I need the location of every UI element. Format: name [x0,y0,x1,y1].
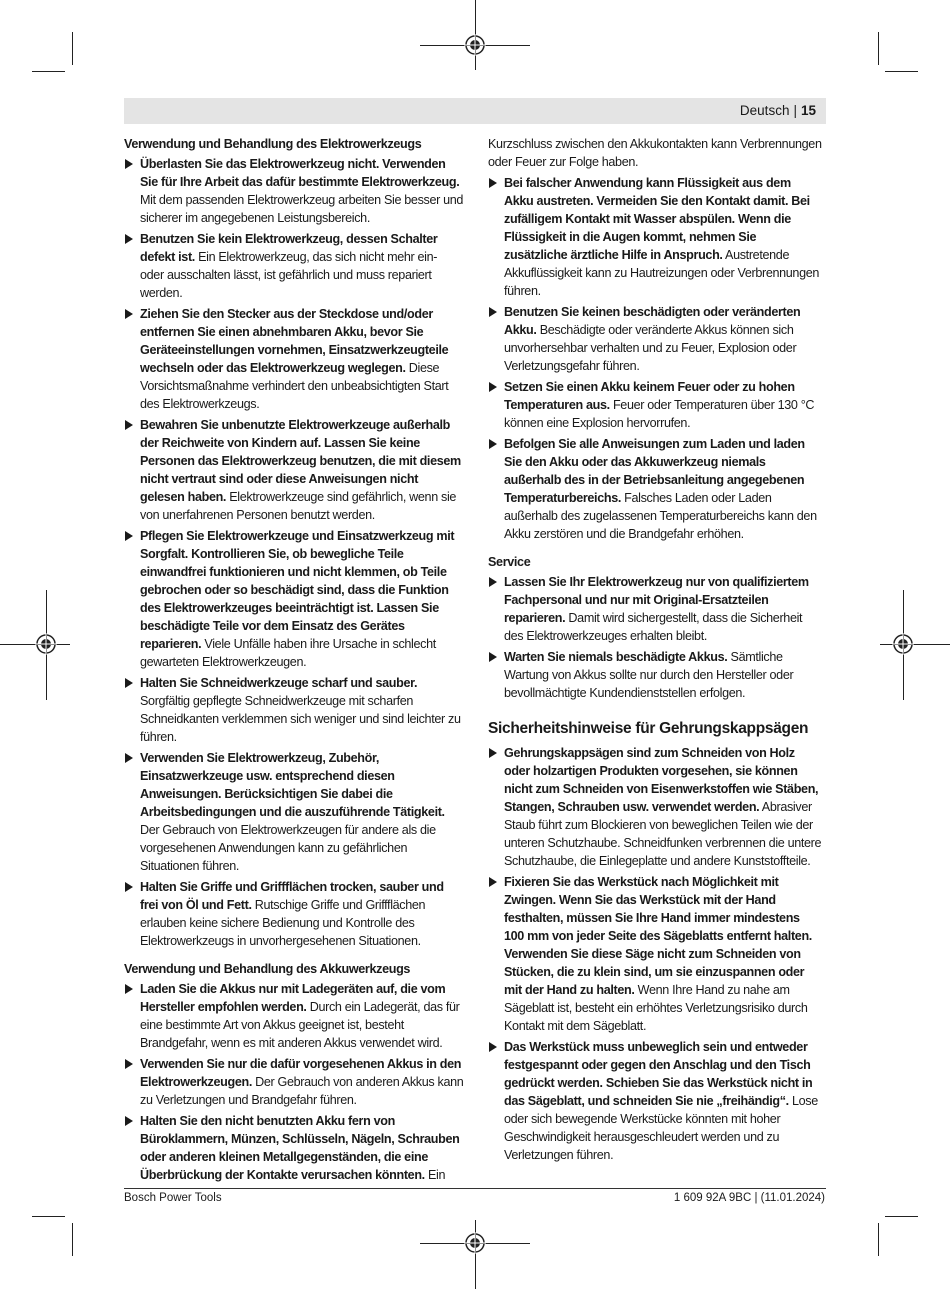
item-explanation: Sorgfältig gepflegte Schneidwerkzeuge mit scharfen Schneidkanten verklemmen sich weniger und sind leichter zu führen. [140,694,461,744]
safety-item [488,873,822,1035]
bullet-triangle-icon [125,234,133,244]
page-number: 15 [800,103,816,118]
item-explanation: Ein Elektrowerkzeug, das sich nicht mehr ein- oder ausschalten lässt, ist gefährlich und muss repariert werden. [140,250,438,300]
bullet-triangle-icon [125,678,133,688]
item-explanation: Lose oder sich bewegende Werkstücke könnten mit hoher Geschwindigkeit herausgeschleudert werden und zu Verletzungen führen. [504,1094,818,1162]
item-warning: Halten Sie Griffe und Griffflächen trocken, sauber und frei von Öl und Fett. [140,880,444,912]
item-explanation: Ein [424,1168,446,1182]
item-warning: Gehrungskappsägen sind zum Schneiden von Holz oder holzartigen Produkten vorgesehen, sie können nicht zum Schneiden von Eisenwerkstoffen wie Stäben, Stangen, Schrauben usw. verwendet werden. [504,746,819,814]
crop-mark [885,1216,918,1217]
item-warning: Lassen Sie Ihr Elektrowerkzeug nur von qualifiziertem Fachpersonal und nur mit Original-Ersatzteilen reparieren. [504,575,809,625]
bullet-triangle-icon [489,178,497,188]
item-explanation: Mit dem passenden Elektrowerkzeug arbeiten Sie besser und sicherer im angegebenen Leistungsbereich. [140,193,464,225]
item-explanation: Der Gebrauch von anderen Akkus kann zu Verletzungen und Brandgefahr führen. [140,1075,464,1107]
item-warning: Bewahren Sie unbenutzte Elektrowerkzeuge außerhalb der Reichweite von Kindern auf. Lassen Sie keine Personen das Elektrowerkzeug benutzen, die mit diesem nicht vertraut sind oder diese Anweisungen nicht gelesen haben. [140,418,461,504]
registration-line [880,644,950,645]
safety-item [124,305,464,413]
crop-mark [32,71,65,72]
safety-item [488,303,822,375]
bullet-triangle-icon [125,531,133,541]
bullet-triangle-icon [489,877,497,887]
item-warning: Ziehen Sie den Stecker aus der Steckdose und/oder entfernen Sie einen abnehmbaren Akku, bevor Sie Geräteeinstellungen vornehmen, Einsatzwerkzeugteile wechseln oder das Elektrowerkzeug weglegen. [140,307,449,375]
item-explanation: Diese Vorsichtsmaßnahme verhindert den unbeabsichtigten Start des Elektrowerkzeugs. [140,361,449,411]
bullet-triangle-icon [125,159,133,169]
item-explanation: Feuer oder Temperaturen über 130 °C können eine Explosion hervorrufen. [504,398,815,430]
item-explanation: Viele Unfälle haben ihre Ursache in schlecht gewarteten Elektrowerkzeugen. [140,637,436,669]
bullet-triangle-icon [489,652,497,662]
item-warning: Verwenden Sie nur die dafür vorgesehenen Akkus in den Elektrowerkzeugen. [140,1057,462,1089]
section-title: Sicherheitshinweise für Gehrungskappsägen [488,720,809,737]
safety-item [488,174,822,300]
item-explanation: Rutschige Griffe und Griffflächen erlauben keine sichere Bedienung und Kontrolle des Elektrowerkzeugs in unvorhergesehenen Situationen. [140,898,426,948]
right-column [488,135,822,1167]
bullet-triangle-icon [125,753,133,763]
item-warning: Benutzen Sie keinen beschädigten oder veränderten Akku. [504,305,801,337]
bullet-triangle-icon [489,577,497,587]
bullet-triangle-icon [125,882,133,892]
section-heading: Verwendung und Behandlung des Akkuwerkzeugs [124,962,411,976]
crop-mark [72,1223,73,1256]
header-language: Deutsch [739,103,790,118]
item-explanation: Durch ein Ladegerät, das für eine bestimmte Art von Akkus geeignet ist, besteht Brandgefahr, wenn es mit anderen Akkus verwendet wird. [140,1000,460,1050]
item-explanation: Elektrowerkzeuge sind gefährlich, wenn sie von unerfahrenen Personen benutzt werden. [140,490,457,522]
item-explanation: Abrasiver Staub führt zum Blockieren von beweglichen Teilen wie der unteren Schutzhaube. Schneidfunken verbrennen die untere Schutzhaube, die Einlegeplatte und andere Kunststoffteile. [504,800,822,868]
registration-target-icon [35,633,57,655]
safety-item [124,527,464,671]
bullet-triangle-icon [125,1116,133,1126]
section-heading: Verwendung und Behandlung des Elektrowerkzeugs [124,137,422,151]
item-warning: Warten Sie niemals beschädigte Akkus. [504,650,728,664]
item-warning: Laden Sie die Akkus nur mit Ladegeräten auf, die vom Hersteller empfohlen werden. [140,982,446,1014]
safety-item [124,749,464,875]
safety-item [488,435,822,543]
item-explanation: Falsches Laden oder Laden außerhalb des zugelassenen Temperaturbereichs kann den Akku zerstören und die Brandgefahr erhöhen. [504,491,817,541]
left-column [124,135,464,1187]
bullet-triangle-icon [489,1042,497,1052]
safety-item [124,230,464,302]
registration-target-icon [892,633,914,655]
item-warning: Das Werkstück muss unbeweglich sein und entweder festgespannt oder gegen den Anschlag und den Tisch gedrückt werden. Schieben Sie das Werkstück nicht in das Sägeblatt, und schneiden Sie nie „freihändig“. [504,1040,813,1108]
header-band [124,98,826,124]
bullet-triangle-icon [125,420,133,430]
crop-mark [878,32,879,65]
header-separator: | [793,103,797,118]
bullet-triangle-icon [489,748,497,758]
section-heading: Service [488,555,531,569]
safety-item [124,155,464,227]
footer-brand: Bosch Power Tools [124,1192,222,1204]
item-warning: Fixieren Sie das Werkstück nach Möglichkeit mit Zwingen. Wenn Sie das Werkstück mit der Hand festhalten, müssen Sie Ihre Hand immer mindestens 100 mm von jeder Seite des Sägeblatts entfernt halten. Verwenden Sie diese Säge nicht zum Schneiden von Stücken, die zu klein sind, um sie einzuspannen oder mit der Hand zu halten. [504,875,812,997]
safety-item [124,416,464,524]
page-header [740,103,816,118]
item-explanation: Wenn Ihre Hand zu nahe am Sägeblatt ist, besteht ein erhöhtes Verletzungsrisiko durch Kontakt mit dem Sägeblatt. [504,983,808,1033]
footer-rule [124,1188,826,1189]
safety-item [124,1112,464,1184]
bullet-triangle-icon [125,984,133,994]
continued-text: Kurzschluss zwischen den Akkukontakten kann Verbrennungen oder Feuer zur Folge haben. [488,137,822,169]
safety-item [124,674,464,746]
bullet-triangle-icon [489,382,497,392]
safety-item [488,648,822,702]
item-warning: Halten Sie Schneidwerkzeuge scharf und sauber. [140,676,418,690]
crop-mark [72,32,73,65]
item-explanation: Der Gebrauch von Elektrowerkzeugen für andere als die vorgesehenen Anwendungen kann zu gefährlichen Situationen führen. [140,823,436,873]
safety-item [124,980,464,1052]
bullet-triangle-icon [489,439,497,449]
registration-target-icon [464,1232,486,1254]
item-warning: Setzen Sie einen Akku keinem Feuer oder zu hohen Temperaturen aus. [504,380,795,412]
item-warning: Befolgen Sie alle Anweisungen zum Laden und laden Sie den Akku oder das Akkuwerkzeug niemals außerhalb des in der Betriebsanleitung angegebenen Temperaturbereichs. [504,437,805,505]
bullet-triangle-icon [125,1059,133,1069]
item-warning: Pflegen Sie Elektrowerkzeuge und Einsatzwerkzeug mit Sorgfalt. Kontrollieren Sie, ob bewegliche Teile einwandfrei funktionieren und nicht klemmen, ob Teile gebrochen oder so beschädigt sind, dass die Funktion des Elektrowerkzeuges beeinträchtigt ist. Lassen Sie beschädigte Teile vor dem Einsatz des Gerätes reparieren. [140,529,455,651]
crop-mark [885,71,918,72]
registration-line [475,1220,476,1289]
crop-mark [32,1216,65,1217]
item-warning: Halten Sie den nicht benutzten Akku fern von Büroklammern, Münzen, Schlüsseln, Nägeln, Schrauben oder anderen kleinen Metallgegenständen, die eine Überbrückung der Kontakte verursachen könnten. [140,1114,460,1182]
item-explanation: Beschädigte oder veränderte Akkus können sich unvorhersehbar verhalten und zu Feuer, Explosion oder Verletzungsgefahr führen. [504,323,797,373]
registration-target-icon [464,34,486,56]
bullet-triangle-icon [489,307,497,317]
safety-item [488,744,822,870]
safety-item [124,878,464,950]
item-explanation: Austretende Akkuflüssigkeit kann zu Hautreizungen oder Verbrennungen führen. [504,248,820,298]
crop-mark [878,1223,879,1256]
item-warning: Bei falscher Anwendung kann Flüssigkeit aus dem Akku austreten. Vermeiden Sie den Kontakt damit. Bei zufälligem Kontakt mit Wasser abspülen. Wenn die Flüssigkeit in die Augen kommt, nehmen Sie zusätzliche ärztliche Hilfe in Anspruch. [504,176,810,262]
safety-item [488,378,822,432]
item-warning: Benutzen Sie kein Elektrowerkzeug, dessen Schalter defekt ist. [140,232,438,264]
safety-item [488,1038,822,1164]
item-explanation: Sämtliche Wartung von Akkus sollte nur durch den Hersteller oder bevollmächtigte Kundendienststellen erfolgen. [504,650,794,700]
item-warning: Verwenden Sie Elektrowerkzeug, Zubehör, Einsatzwerkzeuge usw. entsprechend diesen Anweisungen. Berücksichtigen Sie dabei die Arbeitsbedingungen und die auszuführende Tätigkeit. [140,751,445,819]
safety-item [124,1055,464,1109]
item-warning: Überlasten Sie das Elektrowerkzeug nicht. Verwenden Sie für Ihre Arbeit das dafür bestimmte Elektrowerkzeug. [140,157,460,189]
bullet-triangle-icon [125,309,133,319]
footer-doc-id: 1 609 92A 9BC | (11.01.2024) [673,1192,825,1204]
safety-item [488,573,822,645]
item-explanation: Damit wird sichergestellt, dass die Sicherheit des Elektrowerkzeuges erhalten bleibt. [504,611,803,643]
